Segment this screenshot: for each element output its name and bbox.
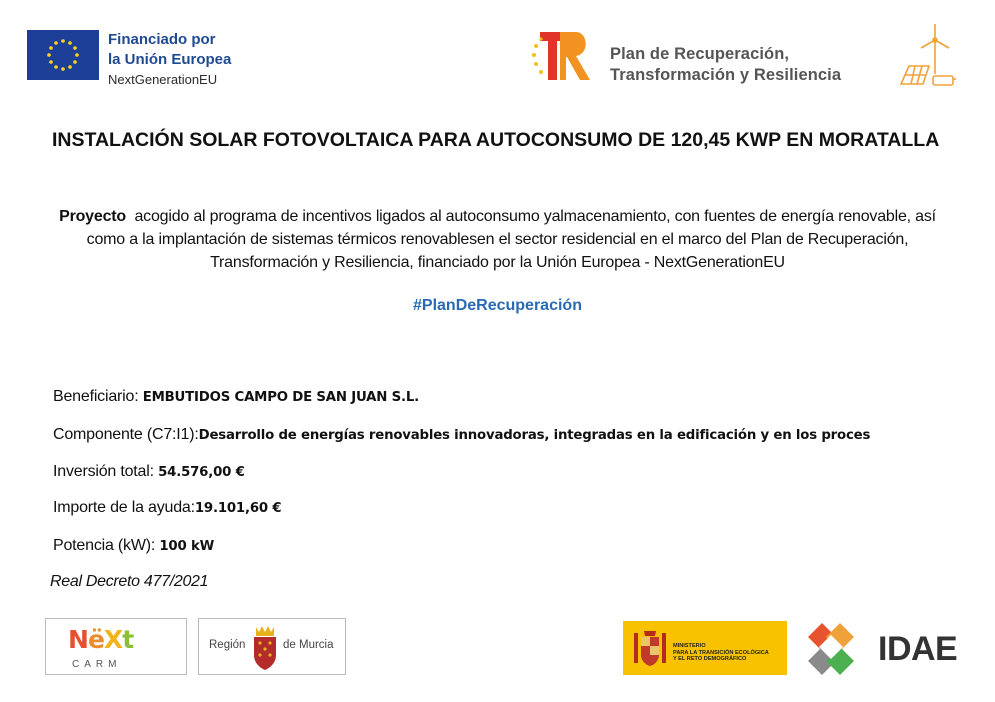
next-letter-x: X bbox=[103, 625, 123, 654]
next-letter-t: t bbox=[122, 625, 134, 654]
ayuda-row bbox=[53, 499, 281, 517]
potencia-value: 100 kW bbox=[159, 539, 215, 554]
ministerio-line-2: PARA LA TRANSICIÓN ECOLÓGICA bbox=[673, 649, 769, 656]
project-description bbox=[55, 205, 940, 274]
real-decreto: Real Decreto 477/2021 bbox=[50, 573, 209, 590]
region-murcia-logo bbox=[198, 618, 346, 675]
ayuda-value: 19.101,60 € bbox=[194, 501, 282, 516]
inversion-label: Inversión total: bbox=[53, 463, 154, 480]
windmill-solar-icon bbox=[895, 22, 961, 90]
beneficiario-row bbox=[53, 388, 419, 406]
murcia-shield-icon bbox=[250, 623, 280, 671]
idae-diamond-icon bbox=[800, 620, 874, 678]
next-letter-n: N bbox=[68, 625, 88, 654]
ministerio-text bbox=[673, 643, 769, 663]
componente-label: Componente (C7:I1): bbox=[53, 426, 199, 443]
idae-logo bbox=[800, 620, 965, 678]
tr-logo-icon bbox=[530, 28, 594, 84]
next-carm-logo bbox=[45, 618, 187, 675]
hashtag: #PlanDeRecuperación bbox=[413, 297, 582, 314]
project-lead: Proyecto bbox=[59, 208, 126, 225]
eu-funding-label bbox=[108, 30, 231, 90]
project-text: acogido al programa de incentivos ligados al autoconsumo yalmacenamiento, con fuentes de energía renovable, así como a la implantación de sistemas térmicos renovablesen el sector residencial en el marco del Plan de Recuperación, Transformación y Resiliencia, financiado por la Unión Europea - NextGenerationEU bbox=[86, 208, 936, 271]
potencia-label: Potencia (kW): bbox=[53, 537, 156, 554]
murcia-label-left: Región bbox=[209, 639, 246, 651]
eu-line-2: la Unión Europea bbox=[108, 51, 232, 68]
componente-row bbox=[53, 426, 943, 444]
potencia-row bbox=[53, 537, 214, 555]
ministerio-line-3: Y EL RETO DEMOGRÁFICO bbox=[673, 656, 747, 663]
eu-line-3: NextGenerationEU bbox=[108, 72, 218, 87]
next-wordmark bbox=[68, 625, 133, 654]
ayuda-label: Importe de la ayuda: bbox=[53, 499, 195, 516]
eu-flag-icon bbox=[27, 30, 99, 80]
ministerio-logo bbox=[623, 621, 787, 675]
eu-line-1: Financiado por bbox=[108, 31, 216, 48]
idae-wordmark: IDAE bbox=[878, 630, 958, 668]
page-title: INSTALACIÓN SOLAR FOTOVOLTAICA PARA AUTOCONSUMO DE 120,45 KWP EN MORATALLA bbox=[52, 129, 940, 151]
spain-coat-of-arms-icon bbox=[631, 627, 669, 669]
prtr-line-2: Transformación y Resiliencia bbox=[610, 66, 842, 84]
componente-value: Desarrollo de energías renovables innovadoras, integradas en la edificación y en los proces bbox=[198, 428, 871, 443]
prtr-line-1: Plan de Recuperación, bbox=[610, 45, 790, 63]
beneficiario-value: EMBUTIDOS CAMPO DE SAN JUAN S.L. bbox=[142, 390, 419, 405]
next-letter-e: ë bbox=[87, 625, 104, 654]
ministerio-line-1: MINISTERIO bbox=[673, 643, 706, 649]
carm-label: CARM bbox=[72, 659, 122, 670]
prtr-label bbox=[610, 44, 841, 86]
inversion-value: 54.576,00 € bbox=[158, 465, 245, 480]
inversion-row bbox=[53, 463, 245, 481]
beneficiario-label: Beneficiario: bbox=[53, 388, 139, 405]
murcia-label-right: de Murcia bbox=[283, 639, 334, 651]
